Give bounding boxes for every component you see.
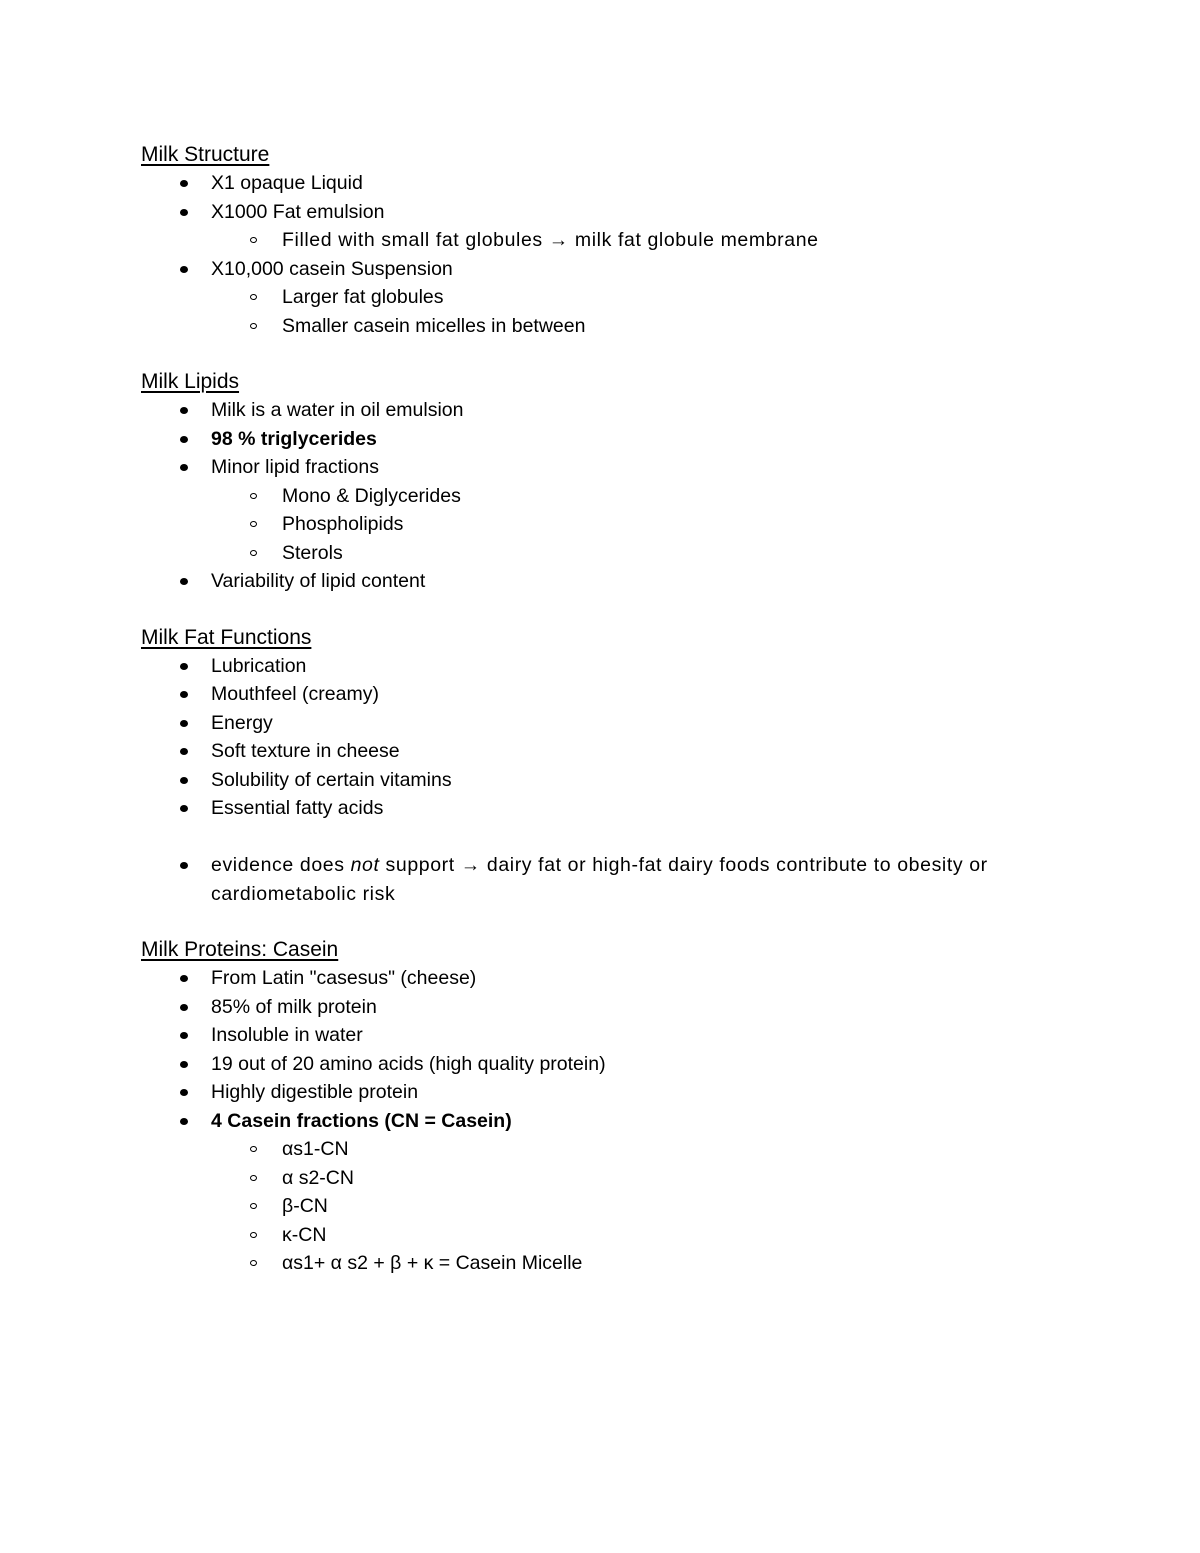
list-item — [141, 198, 1061, 227]
sub-list-item-text: Larger fat globules — [282, 286, 444, 308]
sub-list-item-text: αs1+ α s2 + β + κ = Casein Micelle — [282, 1252, 583, 1274]
list-item — [141, 1050, 1061, 1079]
bullet-list — [141, 255, 1061, 284]
filled-bullet-icon — [180, 663, 188, 670]
list-item — [141, 453, 1061, 482]
sub-bullet-list — [211, 1135, 1061, 1278]
sub-bullet-list — [211, 283, 1061, 340]
list-item-text: Highly digestible protein — [211, 1081, 419, 1103]
list-item — [141, 1107, 1061, 1136]
section-milk-structure — [141, 141, 1061, 340]
list-item-text: 98 % triglycerides — [211, 427, 377, 450]
section-heading: Milk Lipids — [141, 370, 240, 393]
filled-bullet-icon — [180, 1118, 188, 1125]
list-item-text: X10,000 casein Suspension — [211, 257, 453, 280]
list-item-text: X1 opaque Liquid — [211, 172, 363, 194]
filled-bullet-icon — [180, 1061, 188, 1068]
bullet-list — [141, 652, 1061, 823]
hollow-bullet-icon — [250, 1232, 257, 1238]
note-text-after: support → dairy fat or high-fat dairy foods contribute to obesity or cardiometabolic risk — [211, 854, 988, 905]
sub-list-item-text: Smaller casein micelles in between — [282, 314, 586, 337]
sub-list-item-text: αs1-CN — [282, 1138, 349, 1160]
sub-list-item — [211, 312, 1061, 341]
hollow-bullet-icon — [250, 294, 257, 300]
filled-bullet-icon — [180, 720, 188, 727]
list-item — [141, 1021, 1061, 1050]
section-heading: Milk Structure — [141, 143, 270, 166]
list-item-text: Milk is a water in oil emulsion — [211, 399, 464, 421]
sub-list-item — [211, 1164, 1061, 1193]
sub-list-item — [211, 1221, 1061, 1250]
list-item-text: Lubrication — [211, 654, 307, 677]
filled-bullet-icon — [180, 209, 188, 216]
list-item — [141, 993, 1061, 1022]
filled-bullet-icon — [180, 1032, 188, 1039]
list-item — [141, 737, 1061, 766]
list-item — [141, 567, 1061, 596]
list-item-text: Variability of lipid content — [211, 570, 426, 592]
list-item-text: 19 out of 20 amino acids (high quality protein) — [211, 1052, 606, 1075]
document-page — [141, 141, 1061, 1278]
list-item — [141, 169, 1061, 198]
sub-bullet-list — [211, 482, 1061, 568]
list-item — [141, 794, 1061, 823]
list-item-text: X1000 Fat emulsion — [211, 200, 385, 223]
bullet-list — [141, 169, 1061, 226]
section-heading: Milk Fat Functions — [141, 625, 312, 649]
sub-list-item-text: Sterols — [282, 541, 343, 564]
list-item — [141, 1078, 1061, 1107]
list-item-text: 4 Casein fractions (CN = Casein) — [211, 1109, 512, 1132]
bullet-list — [141, 964, 1061, 1135]
list-item — [141, 680, 1061, 709]
list-item — [141, 425, 1061, 454]
list-item-text: Solubility of certain vitamins — [211, 768, 452, 791]
bullet-list — [141, 396, 1061, 482]
hollow-bullet-icon — [250, 237, 257, 243]
filled-bullet-icon — [180, 748, 188, 755]
list-item-text: From Latin "casesus" (cheese) — [211, 967, 477, 989]
note-emphasis: not — [350, 854, 380, 876]
sub-list-item-text: Mono & Diglycerides — [282, 484, 461, 507]
sub-list-item-text: β-CN — [282, 1195, 328, 1217]
section-milk-lipids — [141, 368, 1061, 596]
sub-list-item-text: Filled with small fat globules → milk fat globule membrane — [282, 229, 819, 251]
sub-list-item — [211, 1249, 1061, 1278]
filled-bullet-icon — [180, 180, 188, 187]
bullet-list — [141, 851, 1061, 908]
list-item — [141, 709, 1061, 738]
filled-bullet-icon — [180, 407, 188, 414]
hollow-bullet-icon — [250, 1203, 257, 1209]
hollow-bullet-icon — [250, 1260, 257, 1266]
filled-bullet-icon — [180, 691, 188, 698]
blank-line — [141, 823, 1061, 852]
filled-bullet-icon — [180, 578, 188, 585]
sub-list-item-text: Phospholipids — [282, 513, 404, 535]
section-milk-proteins-casein — [141, 936, 1061, 1278]
list-item-evidence-note — [141, 851, 1011, 908]
sub-list-item-text: α s2-CN — [282, 1166, 354, 1189]
bullet-list — [141, 567, 1061, 596]
sub-list-item — [211, 482, 1061, 511]
hollow-bullet-icon — [250, 521, 257, 527]
sub-list-item — [211, 510, 1061, 539]
list-item-text: Soft texture in cheese — [211, 740, 400, 762]
filled-bullet-icon — [180, 805, 188, 812]
list-item-text: Essential fatty acids — [211, 797, 384, 819]
note-text-before: evidence does — [211, 854, 351, 876]
filled-bullet-icon — [180, 777, 188, 784]
sub-list-item — [211, 1192, 1061, 1221]
list-item — [141, 396, 1061, 425]
filled-bullet-icon — [180, 464, 188, 471]
filled-bullet-icon — [180, 1089, 188, 1096]
hollow-bullet-icon — [250, 323, 257, 329]
sub-list-item — [211, 1135, 1061, 1164]
filled-bullet-icon — [180, 862, 188, 869]
list-item — [141, 652, 1061, 681]
list-item-text: Energy — [211, 711, 273, 734]
sub-bullet-list — [211, 226, 1061, 255]
filled-bullet-icon — [180, 266, 188, 273]
sub-list-item — [211, 539, 1061, 568]
section-milk-fat-functions — [141, 624, 1061, 909]
hollow-bullet-icon — [250, 1146, 257, 1152]
list-item-text: Insoluble in water — [211, 1024, 363, 1046]
filled-bullet-icon — [180, 1004, 188, 1011]
list-item — [141, 766, 1061, 795]
filled-bullet-icon — [180, 436, 188, 443]
list-item-text: Mouthfeel (creamy) — [211, 683, 379, 705]
sub-list-item — [211, 283, 1061, 312]
hollow-bullet-icon — [250, 1175, 257, 1181]
list-item-text: 85% of milk protein — [211, 995, 377, 1018]
sub-list-item-text: κ-CN — [282, 1223, 327, 1246]
sub-list-item — [211, 226, 1061, 255]
list-item-text: Minor lipid fractions — [211, 456, 379, 478]
hollow-bullet-icon — [250, 550, 257, 556]
list-item — [141, 255, 1061, 284]
section-heading: Milk Proteins: Casein — [141, 938, 339, 961]
filled-bullet-icon — [180, 975, 188, 982]
list-item — [141, 964, 1061, 993]
hollow-bullet-icon — [250, 493, 257, 499]
